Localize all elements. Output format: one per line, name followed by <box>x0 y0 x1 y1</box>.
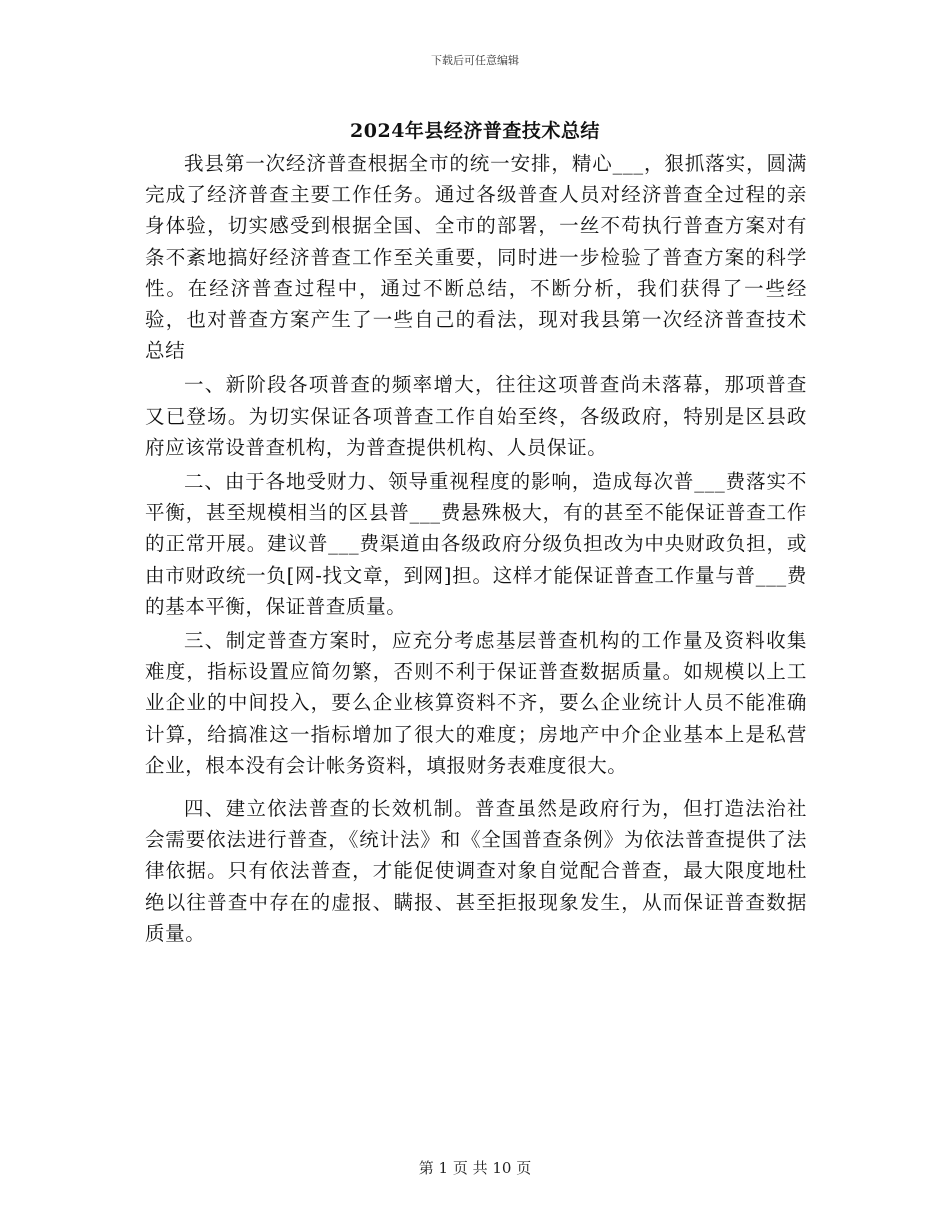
paragraph-intro: 我县第一次经济普查根据全市的统一安排，精心___，狠抓落实，圆满完成了经济普查主要工作任务。通过各级普查人员对经济普查全过程的亲身体验，切实感受到根据全国、全市的部署，一丝不苟执行普查方案对有条不紊地搞好经济普查工作至关重要，同时进一步检验了普查方案的科学性。在经济普查过程中，通过不断总结，不断分析，我们获得了一些经验，也对普查方案产生了一些自己的看法，现对我县第一次经济普查技术总结 <box>145 152 807 363</box>
page-number-footer: 第 1 页 共 10 页 <box>418 1159 532 1177</box>
paragraph-point-2: 二、由于各地受财力、领导重视程度的影响，造成每次普___费落实不平衡，甚至规模相当的区县普___费悬殊极大，有的甚至不能保证普查工作的正常开展。建议普___费渠道由各级政府分级负担改为中央财政负担，或由市财政统一负[网-找文章，到网]担。这样才能保证普查工作量与普___费的基本平衡，保证普查质量。 <box>145 470 807 618</box>
header-note: 下载后可任意编辑 <box>431 54 519 67</box>
paragraph-point-1: 一、新阶段各项普查的频率增大，往往这项普查尚未落幕，那项普查又已登场。为切实保证各项普查工作自始至终，各级政府，特别是区县政府应该常设普查机构，为普查提供机构、人员保证。 <box>145 373 807 459</box>
document-body <box>145 148 807 949</box>
paragraph-point-3: 三、制定普查方案时，应充分考虑基层普查机构的工作量及资料收集难度，指标设置应简勿繁，否则不利于保证普查数据质量。如规模以上工业企业的中间投入，要么企业核算资料不齐，要么企业统计人员不能准确计算，给搞准这一指标增加了很大的难度；房地产中介企业基本上是私营企业，根本没有会计帐务资料，填报财务表难度很大。 <box>145 629 807 777</box>
document-title: 2024年县经济普查技术总结 <box>350 120 600 142</box>
paragraph-point-4: 四、建立依法普查的长效机制。普查虽然是政府行为，但打造法治社会需要依法进行普查，《统计法》和《全国普查条例》为依法普查提供了法律依据。只有依法普查，才能促使调查对象自觉配合普查，最大限度地杜绝以往普查中存在的虚报、瞒报、甚至拒报现象发生，从而保证普查数据质量。 <box>145 797 807 945</box>
